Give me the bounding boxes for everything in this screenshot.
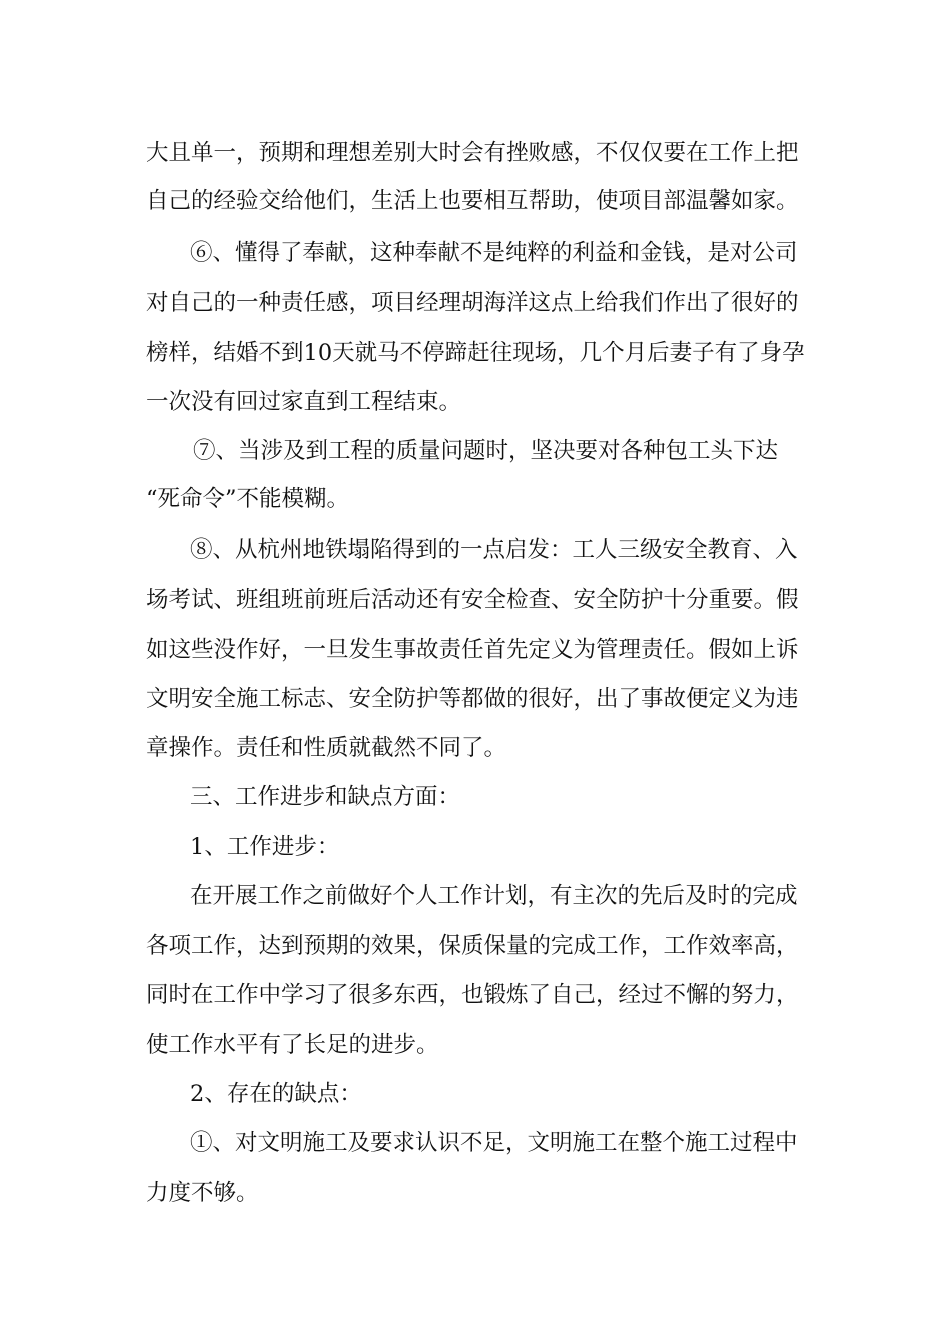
text-line: ①、对文明施工及要求认识不足，文明施工在整个施工过程中 — [190, 1130, 798, 1156]
text-line: 大且单一，预期和理想差别大时会有挫败感，不仅仅要在工作上把 — [146, 140, 799, 166]
text-line: 同时在工作中学习了很多东西，也锻炼了自己，经过不懈的努力， — [146, 982, 799, 1008]
text-line: 文明安全施工标志、安全防护等都做的很好，出了事故便定义为违 — [146, 686, 799, 712]
subsection-heading: 1、工作进步： — [190, 834, 340, 860]
text-line: “死命令”不能模糊。 — [146, 486, 350, 512]
text-line: 在开展工作之前做好个人工作计划，有主次的先后及时的完成 — [190, 883, 798, 909]
section-heading: 三、工作进步和缺点方面： — [190, 784, 461, 810]
text-line: ⑦、当涉及到工程的质量问题时，坚决要对各种包工头下达 — [193, 438, 779, 464]
text-line: ⑥、懂得了奉献，这种奉献不是纯粹的利益和金钱，是对公司 — [190, 240, 798, 266]
text-line: 如这些没作好，一旦发生事故责任首先定义为管理责任。假如上诉 — [146, 637, 799, 663]
subsection-heading: 2、存在的缺点： — [190, 1081, 362, 1107]
text-line: 各项工作，达到预期的效果，保质保量的完成工作，工作效率高， — [146, 933, 799, 959]
text-line: 使工作水平有了长足的进步。 — [146, 1032, 439, 1058]
text-line: 章操作。责任和性质就截然不同了。 — [146, 735, 507, 761]
text-line: 一次没有回过家直到工程结束。 — [146, 389, 462, 415]
text-line: 对自己的一种责任感，项目经理胡海洋这点上给我们作出了很好的 — [146, 290, 799, 316]
text-line: 自己的经验交给他们，生活上也要相互帮助，使项目部温馨如家。 — [146, 188, 799, 214]
text-line: ⑧、从杭州地铁塌陷得到的一点启发：工人三级安全教育、入 — [190, 537, 798, 563]
text-line: 榜样，结婚不到10天就马不停蹄赶往现场，几个月后妻子有了身孕 — [146, 340, 805, 366]
text-line: 力度不够。 — [146, 1180, 259, 1206]
text-line: 场考试、班组班前班后活动还有安全检查、安全防护十分重要。假 — [146, 587, 799, 613]
